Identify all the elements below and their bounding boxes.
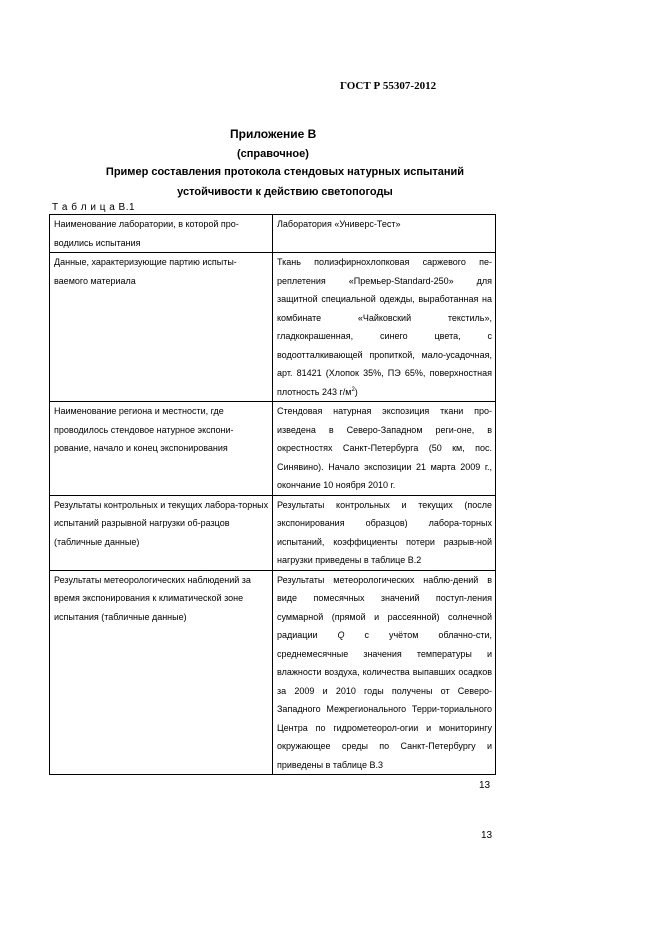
row-label: Наименование региона и местности, где проводилось стендовое натурное экспони-рование, начало и конец экспонирования xyxy=(50,402,273,496)
row-value-end: ) xyxy=(354,386,358,397)
row-label: Данные, характеризующие партию испыты-ваемого материала xyxy=(50,253,273,402)
appendix-heading-line2: устойчивости к действию светопогоды xyxy=(177,186,393,198)
symbol-q: Q xyxy=(337,630,345,640)
page-number: 13 xyxy=(479,780,491,791)
protocol-table xyxy=(49,214,496,775)
row-value: Лаборатория «Универс-Тест» xyxy=(273,215,496,253)
appendix-status: (справочное) xyxy=(237,148,309,160)
table-row xyxy=(50,402,496,496)
row-value-text: Ткань полиэфирнохлопковая саржевого пе-реплетения «Премьер-Standard-250» для защитной специальной одежды, выработанная на комбинате «Чайковский текстиль», гладкокрашенная, синего цвета, с водоотталкивающей пропиткой, мало-усадочная, арт. 81421 (Хлопок 35%, ПЭ 65%, поверхностная плотность 243 г/м xyxy=(277,257,492,397)
table-row xyxy=(50,495,496,570)
row-value-text-cont: с учётом облачно-сти, среднемесячные значения температуры и влажности воздуха, количества выпавших осадков за 2009 и 2010 годы получены от Северо-Западного Межрегионального Терри-ториального Центра по гидрометеорол-огии и мониторингу окружающее среды по Санкт-Петербургу и приведены в таблице В.3 xyxy=(277,630,492,770)
table-caption: Т а б л и ц а В.1 xyxy=(52,202,136,213)
row-value-text: Результаты метеорологических наблю-дений в виде помесячных значений поступ-ления суммарной (прямой и рассеянной) солнечной радиации xyxy=(277,574,492,640)
table-row xyxy=(50,253,496,402)
row-value: Стендовая натурная экспозиция ткани про-изведена в Северо-Западном реги-оне, в окрестностях Санкт-Петербурга (50 км, пос. Синявино). Начало экспозиции 21 марта 2009 г., окончание 10 ноября 2010 г. xyxy=(273,402,496,496)
appendix-heading-line1: Пример составления протокола стендовых натурных испытаний xyxy=(105,166,465,178)
row-value: Результаты контрольных и текущих (после экспонирования образцов) лабора-торных испытаний, коэффициенты потери разрыв-ной нагрузки приведены в таблице В.2 xyxy=(273,495,496,570)
row-value xyxy=(273,253,496,402)
superscript: 2 xyxy=(351,386,355,393)
row-value xyxy=(273,570,496,775)
table-row xyxy=(50,215,496,253)
page-number: 13 xyxy=(481,830,493,841)
row-label: Наименование лаборатории, в которой про-водились испытания xyxy=(50,215,273,253)
row-label: Результаты метеорологических наблюдений за время экспонирования к климатической зоне испытания (табличные данные) xyxy=(50,570,273,775)
document-code: ГОСТ Р 55307-2012 xyxy=(340,80,437,92)
table-row xyxy=(50,570,496,775)
appendix-title: Приложение В xyxy=(230,127,317,141)
row-label: Результаты контрольных и текущих лабора-торных испытаний разрывной нагрузки об-разцов (табличные данные) xyxy=(50,495,273,570)
